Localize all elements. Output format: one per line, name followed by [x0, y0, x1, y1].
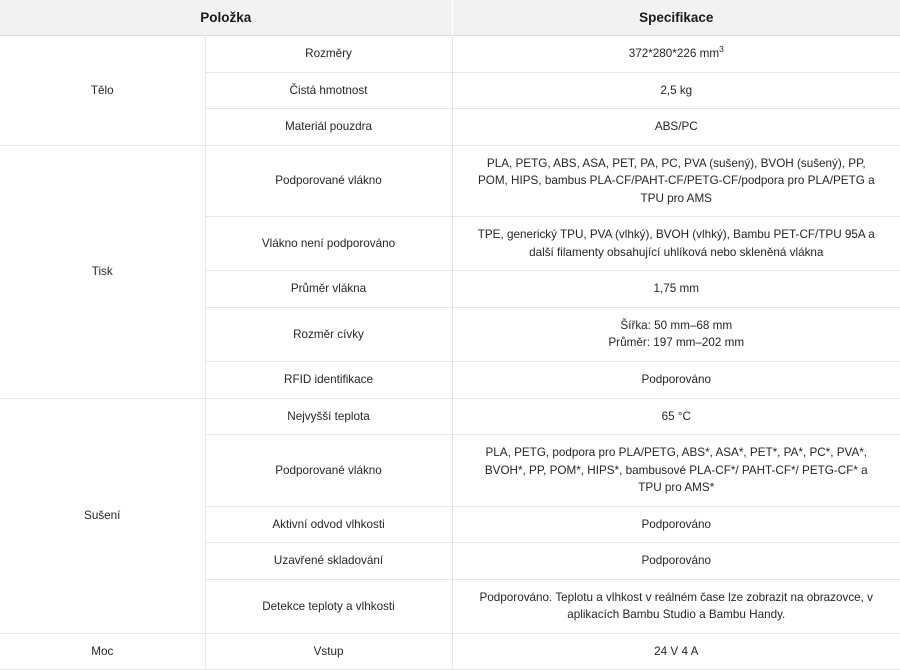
item-label: Detekce teploty a vlhkosti	[205, 579, 452, 633]
spec-value	[452, 362, 900, 399]
spec-text: PLA, PETG, ABS, ASA, PET, PA, PC, PVA (sušený), BVOH (sušený), PP, POM, HIPS, bambus PLA-CF/PAHT-CF/PETG-CF/podpora pro PLA/PETG a TPU pro AMS	[477, 156, 875, 205]
spec-text: 372*280*226 mm	[628, 47, 720, 60]
spec-text: 65 °C	[661, 409, 691, 423]
group-label: Tisk	[0, 145, 205, 398]
spec-text: 24 V 4 A	[654, 644, 699, 658]
item-label: Vlákno není podporováno	[205, 217, 452, 271]
table-row	[0, 633, 900, 670]
item-label: Vstup	[205, 633, 452, 670]
spec-value	[452, 435, 900, 507]
header-row	[0, 0, 900, 36]
spec-value	[452, 633, 900, 670]
spec-value	[452, 271, 900, 308]
spec-line: Šířka: 50 mm–68 mm	[620, 318, 733, 332]
item-label: Čistá hmotnost	[205, 72, 452, 109]
spec-text: PLA, PETG, podpora pro PLA/PETG, ABS*, ASA*, PET*, PA*, PC*, PVA*, BVOH*, PP, POM*, HIPS*, bambusové PLA-CF*/ PAHT-CF*/ PETG-CF* a TPU pro AMS*	[484, 446, 868, 495]
spec-text: 2,5 kg	[660, 83, 693, 97]
item-label: Podporované vlákno	[205, 145, 452, 217]
header-item: Položka	[0, 0, 452, 36]
item-label: Aktivní odvod vlhkosti	[205, 506, 452, 543]
group-label: Moc	[0, 633, 205, 670]
spec-value	[452, 109, 900, 146]
spec-line: Průměr: 197 mm–202 mm	[608, 336, 745, 350]
spec-value	[452, 72, 900, 109]
table-row	[0, 36, 900, 73]
table-header	[0, 0, 900, 36]
table-body	[0, 36, 900, 670]
item-label: Podporované vlákno	[205, 435, 452, 507]
spec-text: Podporováno. Teplotu a vlhkost v reálném čase lze zobrazit na obrazovce, v aplikacích Bambu Studio a Bambu Handy.	[479, 590, 873, 622]
spec-text: 1,75 mm	[653, 282, 699, 296]
spec-value	[452, 506, 900, 543]
spec-value	[452, 145, 900, 217]
item-label: Rozměry	[205, 36, 452, 73]
spec-text: Podporováno	[641, 373, 712, 387]
item-label: Materiál pouzdra	[205, 109, 452, 146]
item-label: Průměr vlákna	[205, 271, 452, 308]
item-label: Rozměr cívky	[205, 307, 452, 361]
spec-value	[452, 579, 900, 633]
item-label: Nejvyšší teplota	[205, 398, 452, 435]
spec-superscript: 3	[719, 44, 724, 55]
spec-text: TPE, generický TPU, PVA (vlhký), BVOH (vlhký), Bambu PET-CF/TPU 95A a další filamenty obsahující uhlíková nebo skleněná vlákna	[477, 228, 875, 259]
spec-text: ABS/PC	[654, 120, 698, 134]
spec-value	[452, 217, 900, 271]
item-label: Uzavřené skladování	[205, 543, 452, 580]
table-row	[0, 145, 900, 217]
group-label: Tělo	[0, 36, 205, 146]
group-label: Sušení	[0, 398, 205, 633]
header-spec: Specifikace	[452, 0, 900, 36]
spec-value	[452, 398, 900, 435]
spec-text: Podporováno	[641, 554, 712, 568]
spec-value	[452, 307, 900, 361]
spec-text: Podporováno	[641, 517, 712, 531]
spec-value	[452, 36, 900, 73]
item-label: RFID identifikace	[205, 362, 452, 399]
table-row	[0, 398, 900, 435]
spec-value	[452, 543, 900, 580]
